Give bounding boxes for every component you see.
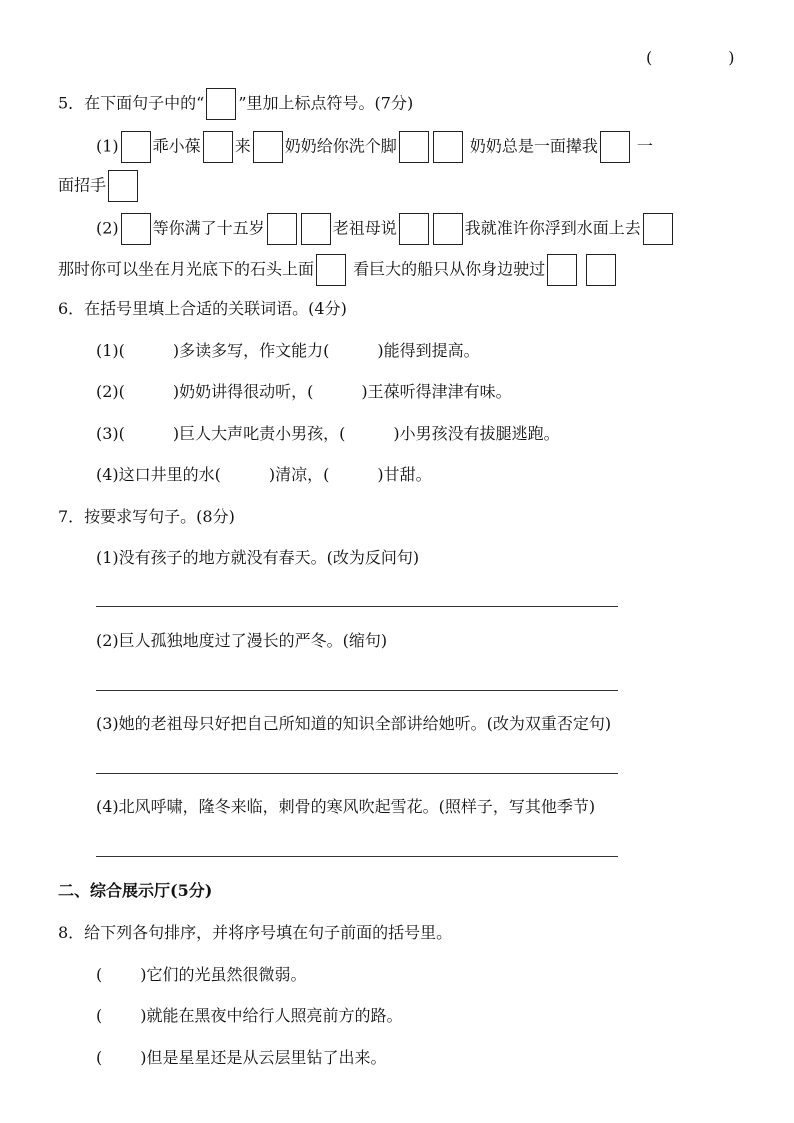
top-answer-paren — [646, 46, 735, 70]
punctuation-box[interactable] — [108, 170, 138, 202]
section-2-title: 二、综合展示厅(5分) — [58, 881, 213, 900]
punctuation-box[interactable] — [267, 213, 297, 245]
q8-item-2: ( )就能在黑夜中给行人照亮前方的路。 — [96, 1006, 403, 1025]
punctuation-box[interactable] — [399, 131, 429, 163]
punctuation-box[interactable] — [433, 213, 463, 245]
q5-line2: 面招手 — [58, 170, 140, 202]
q5-line1: (1) 乖小葆 来 奶奶给你洗个脚 奶奶总是一面撵我 一 — [96, 131, 653, 163]
q7-item-3: (3)她的老祖母只好把自己所知道的知识全部讲给她听。(改为双重否定句) — [96, 714, 612, 733]
paren-close: ) — [728, 48, 735, 67]
q7-item-2: (2)巨人孤独地度过了漫长的严冬。(缩句) — [96, 631, 388, 650]
punctuation-box[interactable] — [121, 131, 151, 163]
punctuation-box[interactable] — [203, 131, 233, 163]
q7-title: 7．按要求写句子。(8分) — [58, 507, 235, 526]
answer-line-3[interactable] — [96, 773, 618, 774]
punctuation-box[interactable] — [206, 88, 236, 120]
q8-item-3: ( )但是星星还是从云层里钻了出来。 — [96, 1048, 387, 1067]
q8-item-1: ( )它们的光虽然很微弱。 — [96, 965, 307, 984]
q7-item-1: (1)没有孩子的地方就没有春天。(改为反问句) — [96, 548, 420, 567]
punctuation-box[interactable] — [433, 131, 463, 163]
paren-open: ( — [646, 48, 653, 67]
punctuation-box[interactable] — [301, 213, 331, 245]
answer-line-4[interactable] — [96, 856, 618, 857]
q6-item-4: (4)这口井里的水( )清凉，( )甘甜。 — [96, 465, 432, 484]
q6-item-3: (3)( )巨人大声叱责小男孩，( )小男孩没有拔腿逃跑。 — [96, 424, 560, 443]
q5-title: 5．在下面句子中的“ ”里加上标点符号。(7分) — [58, 88, 413, 120]
q6-title: 6．在括号里填上合适的关联词语。(4分) — [58, 299, 347, 318]
punctuation-box[interactable] — [643, 213, 673, 245]
punctuation-box[interactable] — [547, 254, 577, 286]
q7-item-4: (4)北风呼啸，隆冬来临，刺骨的寒风吹起雪花。(照样子，写其他季节) — [96, 797, 596, 816]
punctuation-box[interactable] — [121, 213, 151, 245]
q6-item-1: (1)( )多读多写，作文能力( )能得到提高。 — [96, 341, 480, 360]
punctuation-box[interactable] — [399, 213, 429, 245]
punctuation-box[interactable] — [253, 131, 283, 163]
punctuation-box[interactable] — [600, 131, 630, 163]
q8-title: 8．给下列各句排序，并将序号填在句子前面的括号里。 — [58, 923, 453, 942]
q5-line3: (2) 等你满了十五岁 老祖母说 我就准许你浮到水面上去 — [96, 213, 675, 245]
answer-line-2[interactable] — [96, 690, 618, 691]
q6-item-2: (2)( )奶奶讲得很动听，( )王葆听得津津有味。 — [96, 382, 512, 401]
punctuation-box[interactable] — [586, 254, 616, 286]
q5-line4: 那时你可以坐在月光底下的石头上面 看巨大的船只从你身边驶过 — [58, 254, 618, 286]
answer-line-1[interactable] — [96, 606, 618, 607]
punctuation-box[interactable] — [316, 254, 346, 286]
